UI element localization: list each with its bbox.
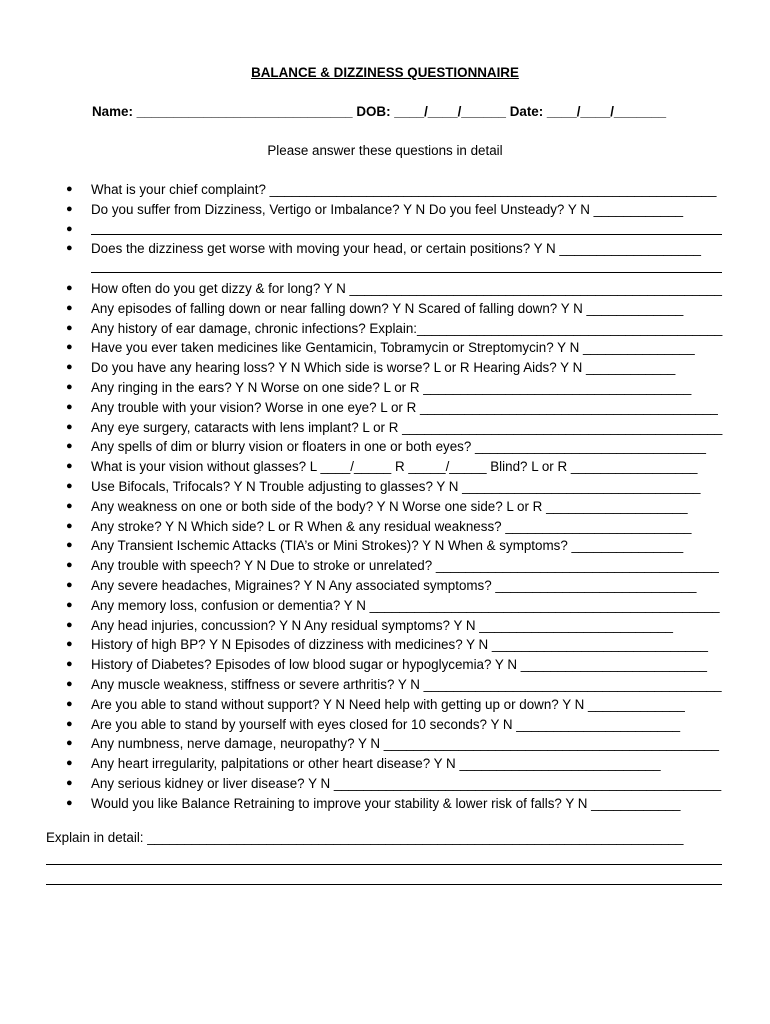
question-text: Any numbness, nerve damage, neuropathy? Y N _____________________________________________ bbox=[91, 736, 719, 752]
question-text: Any trouble with your vision? Worse in one eye? L or R ________________________________________ bbox=[91, 399, 718, 415]
question-item bbox=[0, 378, 770, 398]
question-item bbox=[0, 715, 770, 735]
question-item bbox=[0, 319, 770, 339]
page-title: BALANCE & DIZZINESS QUESTIONNAIRE bbox=[251, 65, 519, 80]
question-text: Any memory loss, confusion or dementia? Y N _______________________________________________ bbox=[91, 597, 720, 613]
question-item bbox=[0, 536, 770, 556]
question-text: History of high BP? Y N Episodes of dizziness with medicines? Y N _____________________________ bbox=[91, 637, 708, 653]
question-text: Any spells of dim or blurry vision or floaters in one or both eyes? _______________________________ bbox=[91, 439, 706, 455]
bullet-icon: ● bbox=[66, 479, 73, 492]
question-text: Any severe headaches, Migraines? Y N Any associated symptoms? ___________________________ bbox=[91, 577, 697, 593]
question-text: Does the dizziness get worse with moving your head, or certain positions? Y N ___________________ bbox=[91, 241, 701, 257]
bullet-icon: ● bbox=[66, 638, 73, 651]
question-item bbox=[0, 774, 770, 794]
question-item bbox=[0, 358, 770, 378]
question-item bbox=[0, 754, 770, 774]
bullet-icon: ● bbox=[66, 400, 73, 413]
bullet-icon: ● bbox=[66, 281, 73, 294]
explain-answer-line[interactable] bbox=[46, 884, 722, 885]
question-item bbox=[0, 497, 770, 517]
question-text: What is your chief complaint? ____________________________________________________________ bbox=[91, 182, 717, 197]
question-item bbox=[0, 180, 770, 200]
question-item bbox=[0, 437, 770, 457]
question-text: Do you suffer from Dizziness, Vertigo or Imbalance? Y N Do you feel Unsteady? Y N ____________ bbox=[91, 201, 684, 217]
question-text: Any episodes of falling down or near falling down? Y N Scared of falling down? Y N _____________ bbox=[91, 300, 684, 316]
question-item bbox=[0, 418, 770, 438]
instructions-subtitle: Please answer these questions in detail bbox=[267, 143, 503, 158]
question-item bbox=[0, 279, 770, 299]
question-item bbox=[0, 655, 770, 675]
bullet-icon: ● bbox=[66, 737, 73, 750]
question-text: What is your vision without glasses? L ____/_____ R _____/_____ Blind? L or R _________________ bbox=[91, 459, 698, 475]
bullet-icon: ● bbox=[66, 757, 73, 770]
question-text: Do you have any hearing loss? Y N Which side is worse? L or R Hearing Aids? Y N ____________ bbox=[91, 360, 676, 376]
bullet-icon: ● bbox=[66, 301, 73, 314]
bullet-icon: ● bbox=[66, 578, 73, 591]
question-item bbox=[0, 457, 770, 477]
question-text: History of Diabetes? Episodes of low blood sugar or hypoglycemia? Y N _________________________ bbox=[91, 657, 707, 673]
question-item bbox=[0, 556, 770, 576]
bullet-icon: ● bbox=[66, 618, 73, 631]
question-text: Any muscle weakness, stiffness or severe arthritis? Y N ________________________________________ bbox=[91, 676, 722, 692]
question-item bbox=[0, 616, 770, 636]
question-item bbox=[0, 635, 770, 655]
answer-line[interactable] bbox=[91, 272, 722, 273]
question-text: Any stroke? Y N Which side? L or R When & any residual weakness? _________________________ bbox=[91, 518, 692, 534]
question-item bbox=[0, 338, 770, 358]
question-item bbox=[0, 675, 770, 695]
question-text: Use Bifocals, Trifocals? Y N Trouble adjusting to glasses? Y N ________________________________ bbox=[91, 478, 701, 494]
question-text: Any ringing in the ears? Y N Worse on one side? L or R ____________________________________ bbox=[91, 379, 692, 395]
explain-label: Explain in detail: ________________________________________________________________________ bbox=[46, 830, 684, 845]
bullet-icon: ● bbox=[66, 796, 73, 809]
question-text: Any eye surgery, cataracts with lens implant? L or R ___________________________________________ bbox=[91, 419, 723, 435]
question-text: Have you ever taken medicines like Gentamicin, Tobramycin or Streptomycin? Y N _______________ bbox=[91, 340, 695, 356]
question-item bbox=[0, 299, 770, 319]
question-text: Any history of ear damage, chronic infections? Explain:_________________________________________ bbox=[91, 320, 723, 336]
bullet-icon: ● bbox=[66, 183, 73, 195]
question-text: Any Transient Ischemic Attacks (TIA’s or Mini Strokes)? Y N When & symptoms? _______________ bbox=[91, 538, 684, 554]
question-text: Are you able to stand without support? Y N Need help with getting up or down? Y N _____________ bbox=[91, 696, 685, 712]
patient-info-line: Name: _____________________________ DOB: ____/____/______ Date: ____/____/_______ bbox=[92, 104, 667, 119]
bullet-icon: ● bbox=[66, 361, 73, 374]
bullet-icon: ● bbox=[66, 242, 73, 255]
bullet-icon: ● bbox=[66, 321, 73, 334]
bullet-icon: ● bbox=[66, 539, 73, 552]
question-item bbox=[0, 517, 770, 537]
bullet-icon: ● bbox=[66, 460, 73, 473]
explain-answer-line[interactable] bbox=[46, 864, 722, 865]
bullet-icon: ● bbox=[66, 658, 73, 671]
question-item bbox=[0, 734, 770, 754]
bullet-icon: ● bbox=[66, 598, 73, 611]
bullet-icon: ● bbox=[66, 776, 73, 789]
question-item-blank bbox=[0, 220, 770, 240]
bullet-icon: ● bbox=[66, 440, 73, 453]
question-text: Are you able to stand by yourself with eyes closed for 10 seconds? Y N ______________________ bbox=[91, 716, 681, 732]
question-item bbox=[0, 398, 770, 418]
question-item bbox=[0, 794, 770, 814]
question-text: Would you like Balance Retraining to improve your stability & lower risk of falls? Y N ____________ bbox=[91, 795, 681, 811]
question-item bbox=[0, 695, 770, 715]
answer-line[interactable] bbox=[91, 234, 722, 235]
question-text: Any heart irregularity, palpitations or other heart disease? Y N ___________________________ bbox=[91, 756, 661, 772]
question-item bbox=[0, 477, 770, 497]
bullet-icon: ● bbox=[66, 499, 73, 512]
question-item bbox=[0, 596, 770, 616]
question-item bbox=[0, 239, 770, 259]
bullet-icon: ● bbox=[66, 202, 73, 215]
bullet-icon: ● bbox=[66, 222, 73, 235]
question-text: Any serious kidney or liver disease? Y N ____________________________________________________ bbox=[91, 775, 722, 791]
question-text: Any head injuries, concussion? Y N Any residual symptoms? Y N __________________________ bbox=[91, 617, 673, 633]
question-text: Any weakness on one or both side of the body? Y N Worse one side? L or R ___________________ bbox=[91, 498, 688, 514]
bullet-icon: ● bbox=[66, 677, 73, 690]
bullet-icon: ● bbox=[66, 341, 73, 354]
question-item bbox=[0, 200, 770, 220]
question-item bbox=[0, 576, 770, 596]
bullet-icon: ● bbox=[66, 380, 73, 393]
question-text: How often do you get dizzy & for long? Y N __________________________________________________ bbox=[91, 280, 722, 296]
question-text: Any trouble with speech? Y N Due to stroke or unrelated? ______________________________________ bbox=[91, 558, 719, 574]
bullet-icon: ● bbox=[66, 519, 73, 532]
bullet-icon: ● bbox=[66, 697, 73, 710]
answer-continuation bbox=[0, 259, 770, 279]
bullet-icon: ● bbox=[66, 559, 73, 572]
bullet-icon: ● bbox=[66, 717, 73, 730]
question-list bbox=[0, 180, 770, 814]
bullet-icon: ● bbox=[66, 420, 73, 433]
